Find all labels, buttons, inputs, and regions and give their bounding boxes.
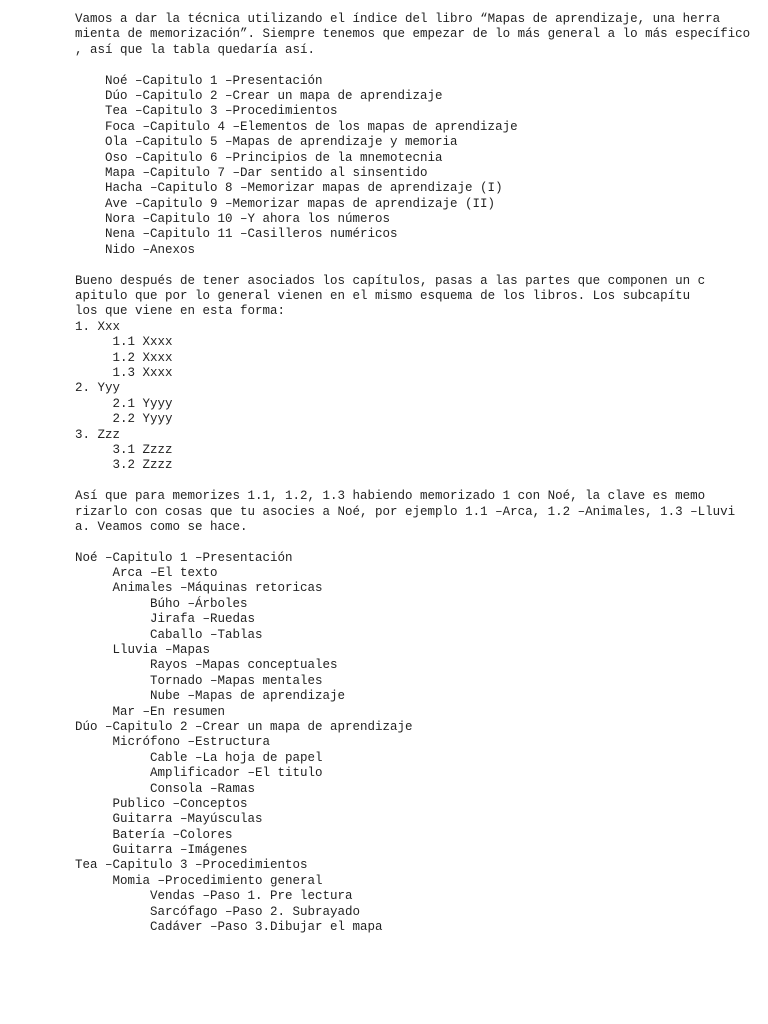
text-line: Nena –Capitulo 11 –Casilleros numéricos bbox=[105, 227, 398, 242]
text-line: mienta de memorización”. Siempre tenemos que empezar de lo más general a lo más específico bbox=[75, 27, 751, 42]
text-line: Noé –Capitulo 1 –Presentación bbox=[75, 550, 293, 565]
text-line: Mar –En resumen bbox=[112, 704, 226, 719]
blank-line bbox=[75, 58, 750, 73]
text-line: Arca –El texto bbox=[112, 566, 218, 581]
text-line: 3.2 Zzzz bbox=[112, 458, 173, 473]
text-line: Dúo –Capitulo 2 –Crear un mapa de aprendizaje bbox=[105, 88, 443, 103]
text-line: Hacha –Capitulo 8 –Memorizar mapas de aprendizaje (I) bbox=[105, 181, 503, 196]
text-line: Mapa –Capitulo 7 –Dar sentido al sinsentido bbox=[105, 165, 428, 180]
text-line: Bueno después de tener asociados los capítulos, pasas a las partes que componen un c bbox=[75, 273, 706, 288]
text-line: Noé –Capitulo 1 –Presentación bbox=[105, 73, 323, 88]
text-line: Jirafa –Ruedas bbox=[150, 612, 256, 627]
text-line: Momia –Procedimiento general bbox=[112, 873, 323, 888]
text-line: Consola –Ramas bbox=[150, 781, 256, 796]
text-line: 1.2 Xxxx bbox=[112, 350, 173, 365]
text-line: Nido –Anexos bbox=[105, 242, 196, 257]
text-line: 3. Zzz bbox=[75, 427, 121, 442]
text-line: Dúo –Capitulo 2 –Crear un mapa de aprendizaje bbox=[75, 719, 413, 734]
blank-line bbox=[75, 535, 750, 550]
text-line: a. Veamos como se hace. bbox=[75, 519, 248, 534]
text-line: Tea –Capitulo 3 –Procedimientos bbox=[105, 104, 338, 119]
text-line: rizarlo con cosas que tu asocies a Noé, por ejemplo 1.1 –Arca, 1.2 –Animales, 1.3 –Lluvi bbox=[75, 504, 736, 519]
text-line: Cadáver –Paso 3.Dibujar el mapa bbox=[150, 920, 383, 935]
text-line: Foca –Capitulo 4 –Elementos de los mapas de aprendizaje bbox=[105, 119, 518, 134]
text-line: Tea –Capitulo 3 –Procedimientos bbox=[75, 858, 308, 873]
blank-line bbox=[75, 258, 750, 273]
text-line: 1. Xxx bbox=[75, 319, 121, 334]
text-line: Cable –La hoja de papel bbox=[150, 750, 323, 765]
text-line: Oso –Capitulo 6 –Principios de la mnemotecnia bbox=[105, 150, 443, 165]
text-line: Guitarra –Mayúsculas bbox=[112, 812, 263, 827]
text-line: los que viene en esta forma: bbox=[75, 304, 286, 319]
text-line: Guitarra –Imágenes bbox=[112, 843, 248, 858]
text-line: , así que la tabla quedaría así. bbox=[75, 42, 316, 57]
text-line: Vendas –Paso 1. Pre lectura bbox=[150, 889, 353, 904]
text-line: Batería –Colores bbox=[112, 827, 233, 842]
text-line: Lluvia –Mapas bbox=[112, 643, 211, 658]
blank-line bbox=[75, 474, 750, 489]
text-line: Micrófono –Estructura bbox=[112, 735, 271, 750]
text-line: Rayos –Mapas conceptuales bbox=[150, 658, 338, 673]
text-line: 1.1 Xxxx bbox=[112, 335, 173, 350]
document-body bbox=[75, 12, 750, 935]
text-line: Tornado –Mapas mentales bbox=[150, 673, 323, 688]
text-line: Publico –Conceptos bbox=[112, 796, 248, 811]
text-line: Ola –Capitulo 5 –Mapas de aprendizaje y memoria bbox=[105, 135, 458, 150]
text-line: Amplificador –El titulo bbox=[150, 766, 323, 781]
text-line: 2.2 Yyyy bbox=[112, 412, 173, 427]
text-line: Nora –Capitulo 10 –Y ahora los números bbox=[105, 212, 391, 227]
text-line: 3.1 Zzzz bbox=[112, 442, 173, 457]
text-line: Vamos a dar la técnica utilizando el índice del libro “Mapas de aprendizaje, una herra bbox=[75, 12, 721, 26]
text-line: 1.3 Xxxx bbox=[112, 365, 173, 380]
text-line: 2. Yyy bbox=[75, 381, 121, 396]
text-line: Búho –Árboles bbox=[150, 596, 248, 611]
text-line: Animales –Máquinas retoricas bbox=[112, 581, 323, 596]
text-line: Caballo –Tablas bbox=[150, 627, 263, 642]
text-line: Nube –Mapas de aprendizaje bbox=[150, 689, 346, 704]
text-line: Así que para memorizes 1.1, 1.2, 1.3 habiendo memorizado 1 con Noé, la clave es memo bbox=[75, 489, 706, 504]
text-line: apitulo que por lo general vienen en el mismo esquema de los libros. Los subcapítu bbox=[75, 289, 691, 304]
text-line: Sarcófago –Paso 2. Subrayado bbox=[150, 904, 361, 919]
text-line: 2.1 Yyyy bbox=[112, 396, 173, 411]
text-line: Ave –Capitulo 9 –Memorizar mapas de aprendizaje (II) bbox=[105, 196, 496, 211]
